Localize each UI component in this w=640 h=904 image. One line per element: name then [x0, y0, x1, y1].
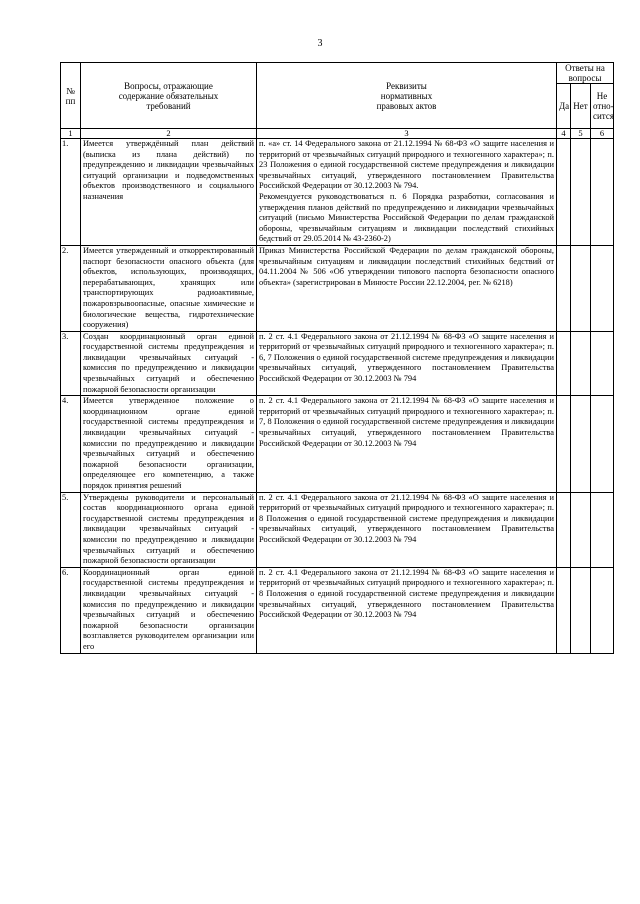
row-number: 3. — [61, 331, 81, 396]
column-numbers-row — [61, 129, 614, 139]
answer-not-applicable-cell[interactable] — [591, 245, 614, 331]
answer-yes-cell[interactable] — [557, 396, 571, 492]
requisites-note: Рекомендуется руководствоваться п. 6 Порядка разработки, согласования и утверждения планов действий по предупреждению и ликвидации чрезвычайных ситуаций (письмо Министерства Российской Федерации по делам гражданской обороны, чрезвычайным ситуациям и ликвидации последствий стихийных бедствий от 29.05.2014 № 43-2360-2) — [259, 191, 554, 244]
answer-yes-cell[interactable] — [557, 492, 571, 567]
requisites-cell: п. 2 ст. 4.1 Федерального закона от 21.12.1994 № 68-ФЗ «О защите населения и территорий от чрезвычайных ситуаций природного и техногенного характера»; п. 7, 8 Положения о единой государственной системе предупреждения и ликвидации чрезвычайных ситуаций, утвержденного постановлением Правительства Российской Федерации от 30.12.2003 № 794 — [257, 396, 557, 492]
header-requisites: Реквизиты нормативных правовых актов — [257, 63, 557, 129]
answer-no-cell[interactable] — [571, 331, 591, 396]
requisites-cell: п. 2 ст. 4.1 Федерального закона от 21.12.1994 № 68-ФЗ «О защите населения и территорий от чрезвычайных ситуаций природного и техногенного характера»; п. 8 Положения о единой государственной системе предупреждения и ликвидации чрезвычайных ситуаций, утвержденного постановлением Правительства Российской Федерации от 30.12.2003 № 794 — [257, 492, 557, 567]
table-row — [61, 396, 614, 492]
requisites-text: п. «а» ст. 14 Федерального закона от 21.12.1994 № 68-ФЗ «О защите населения и территорий от чрезвычайных ситуаций природного и техногенного характера»; п. 23 Положения о единой государственной системе предупреждения и ликвидации чрезвычайных ситуаций, утвержденного постановлением Правительства Российской Федерации от 30.12.2003 № 794. — [259, 139, 554, 191]
answer-yes-cell[interactable] — [557, 139, 571, 246]
column-number: 3 — [257, 129, 557, 139]
answer-no-cell[interactable] — [571, 492, 591, 567]
answer-not-applicable-cell[interactable] — [591, 396, 614, 492]
header-answer-no: Нет — [571, 84, 591, 129]
table-row — [61, 245, 614, 331]
question-cell: Утверждены руководители и персональный состав координационного органа единой государственной системы предупреждения и ликвидации чрезвычайных ситуаций - комиссии по предупреждению и ликвидации чрезвычайных ситуаций и обеспечению пожарной безопасности организации — [81, 492, 257, 567]
header-number: № пп — [61, 63, 81, 129]
table-row — [61, 567, 614, 653]
table-row — [61, 492, 614, 567]
requirements-table — [60, 62, 614, 654]
answer-no-cell[interactable] — [571, 245, 591, 331]
answer-no-cell[interactable] — [571, 396, 591, 492]
question-cell: Имеется утвержденный и откорректированный паспорт безопасности опасного объекта (для объектов, использующих, производящих, перерабатывающих, хранящих или транспортирующих радиоактивные, пожаровзрывоопасные, опасные химические и биологические вещества, гидротехнические сооружения) — [81, 245, 257, 331]
page-number: 3 — [317, 38, 323, 49]
table-row — [61, 331, 614, 396]
column-number: 5 — [571, 129, 591, 139]
question-cell: Имеется утвержденное положение о координационном органе единой государственной системы предупреждения и ликвидации чрезвычайных ситуаций - комиссии по предупреждению и ликвидации чрезвычайных ситуаций и обеспечению пожарной безопасности организации, определяющее его компетенцию, а также порядок принятия решений — [81, 396, 257, 492]
requisites-cell: Приказ Министерства Российской Федерации по делам гражданской обороны, чрезвычайным ситуациям и ликвидации последствий стихийных бедствий от 04.11.2004 № 506 «Об утверждении типового паспорта безопасности опасного объекта» (зарегистрирован в Минюсте России 22.12.2004, рег. № 6218) — [257, 245, 557, 331]
requisites-cell: п. 2 ст. 4.1 Федерального закона от 21.12.1994 № 68-ФЗ «О защите населения и территорий от чрезвычайных ситуаций природного и техногенного характера»; п. 8 Положения о единой государственной системе предупреждения и ликвидации чрезвычайных ситуаций, утвержденного постановлением Правительства Российской Федерации от 30.12.2003 № 794 — [257, 567, 557, 653]
row-number: 2. — [61, 245, 81, 331]
answer-no-cell[interactable] — [571, 139, 591, 246]
column-number: 1 — [61, 129, 81, 139]
header-answer-yes: Да — [557, 84, 571, 129]
column-number: 2 — [81, 129, 257, 139]
header-questions: Вопросы, отражающие содержание обязательных требований — [81, 63, 257, 129]
requisites-cell — [257, 139, 557, 246]
question-cell: Создан координационный орган единой государственной системы предупреждения и ликвидации чрезвычайных ситуаций - комиссия по предупреждению и ликвидации чрезвычайных ситуаций и обеспечению пожарной безопасности организации — [81, 331, 257, 396]
row-number: 6. — [61, 567, 81, 653]
question-cell: Координационный орган единой государственной системы предупреждения и ликвидации чрезвычайных ситуаций - комиссия по предупреждению и ликвидации чрезвычайных ситуаций и обеспечению пожарной безопасности организации возглавляется руководителем организации или его — [81, 567, 257, 653]
row-number: 5. — [61, 492, 81, 567]
answer-not-applicable-cell[interactable] — [591, 139, 614, 246]
answer-no-cell[interactable] — [571, 567, 591, 653]
answer-not-applicable-cell[interactable] — [591, 567, 614, 653]
header-answer-not-applicable: Не отно- сится — [591, 84, 614, 129]
row-number: 4. — [61, 396, 81, 492]
answer-not-applicable-cell[interactable] — [591, 492, 614, 567]
column-number: 4 — [557, 129, 571, 139]
header-answers: Ответы на вопросы — [557, 63, 614, 84]
question-cell: Имеется утверждённый план действий (выписка из плана действий) по предупреждению и ликвидации чрезвычайных ситуаций организации и подведомственных объектов производственного и социального назначения — [81, 139, 257, 246]
answer-yes-cell[interactable] — [557, 567, 571, 653]
answer-yes-cell[interactable] — [557, 331, 571, 396]
table-row — [61, 139, 614, 246]
answer-yes-cell[interactable] — [557, 245, 571, 331]
answer-not-applicable-cell[interactable] — [591, 331, 614, 396]
requisites-cell: п. 2 ст. 4.1 Федерального закона от 21.12.1994 № 68-ФЗ «О защите населения и территорий от чрезвычайных ситуаций природного и техногенного характера»; п. 6, 7 Положения о единой государственной системе предупреждения и ликвидации чрезвычайных ситуаций, утвержденного постановлением Правительства Российской Федерации от 30.12.2003 № 794 — [257, 331, 557, 396]
row-number: 1. — [61, 139, 81, 246]
column-number: 6 — [591, 129, 614, 139]
